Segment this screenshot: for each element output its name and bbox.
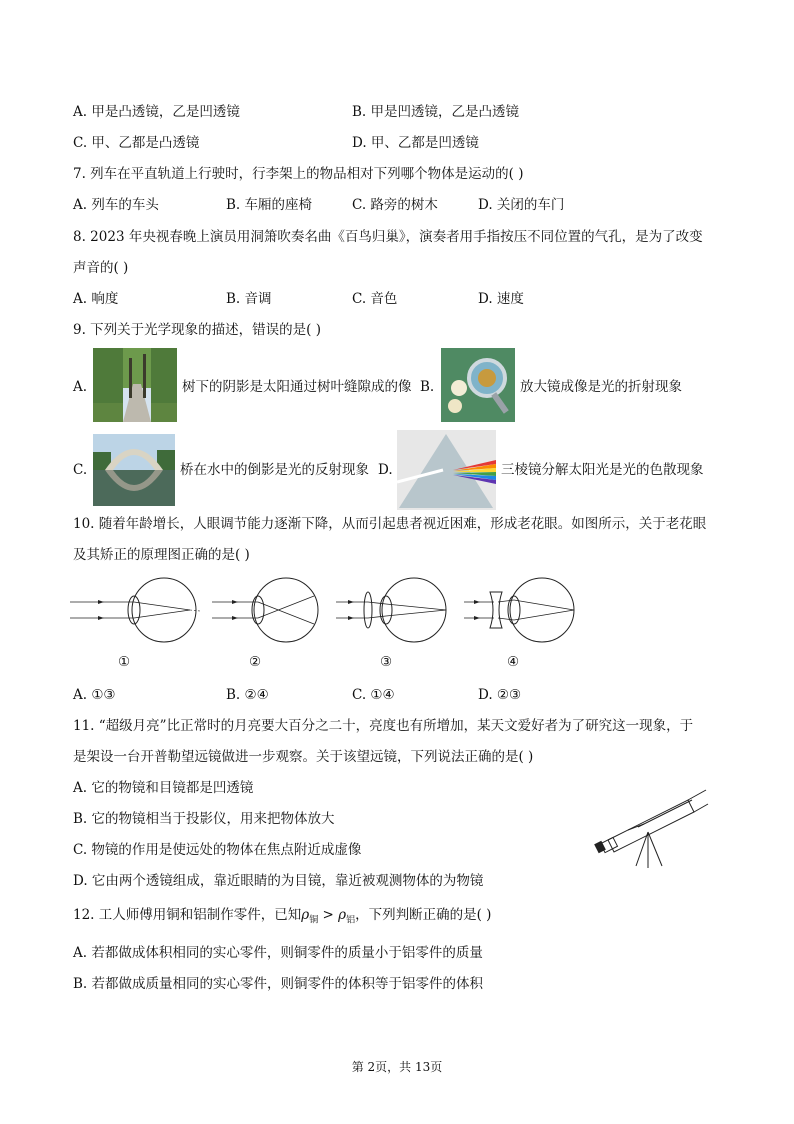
- q6-option-d: D. 甲、乙都是凹透镜: [352, 135, 479, 151]
- eye-diagram-2-label: ②: [249, 654, 262, 670]
- prism-dispersion-photo: [397, 430, 496, 510]
- q6-option-b: B. 甲是凹透镜，乙是凸透镜: [352, 104, 520, 120]
- q8-stem-line1: 8. 2023 年央视春晚上演员用洞箫吹奏名曲《百鸟归巢》，演奏者用手指按压不同位置的气孔，是为了改变: [73, 229, 703, 245]
- q9-option-d-letter: D.: [378, 462, 393, 478]
- q8-option-a: A. 响度: [73, 291, 119, 307]
- q8-stem-line2: 声音的( ): [73, 260, 129, 276]
- q7-option-d: D. 关闭的车门: [478, 197, 565, 213]
- q8-option-d: D. 速度: [478, 291, 524, 307]
- page-footer: 第 2页，共 13页: [351, 1060, 443, 1074]
- q10-option-a: A. ①③: [73, 687, 116, 703]
- q11-option-d: D. 它由两个透镜组成，靠近眼睛的为目镜，靠近被观测物体的为物镜: [73, 873, 484, 889]
- q12-stem: [73, 906, 491, 930]
- q7-option-c: C. 路旁的树木: [352, 197, 438, 213]
- q11-stem-line1: 11. “超级月亮”比正常时的月亮要大百分之二十，亮度也有所增加，某天文爱好者为了研究这一现象，于: [73, 718, 694, 734]
- q9-option-c-letter: C.: [73, 462, 88, 478]
- rho-symbol-2: ρ: [338, 907, 347, 923]
- q9-stem: 9. 下列关于光学现象的描述，错误的是( ): [73, 322, 321, 338]
- rho-aluminum-subscript: 铝: [346, 915, 356, 926]
- q10-option-b: B. ②④: [226, 687, 269, 703]
- q7-stem: 7. 列车在平直轨道上行驶时，行李架上的物品相对下列哪个物体是运动的( ): [73, 166, 524, 182]
- tree-path-photo: [93, 348, 177, 422]
- q9-option-c-text: 桥在水中的倒影是光的反射现象: [180, 462, 369, 478]
- q12-stem-pre: 12. 工人师傅用铜和铝制作零件，已知: [73, 907, 302, 923]
- q6-option-a: A. 甲是凸透镜，乙是凹透镜: [73, 104, 240, 120]
- q11-option-a: A. 它的物镜和目镜都是凹透镜: [73, 780, 254, 796]
- eye-diagram-4-label: ④: [507, 654, 520, 670]
- magnifier-photo: [441, 348, 515, 422]
- eye-diagram-3: [334, 576, 454, 646]
- q11-stem-line2: 是架设一台开普勒望远镜做进一步观察。关于该望远镜，下列说法正确的是( ): [73, 749, 534, 765]
- eye-diagram-1: [68, 576, 208, 646]
- q10-option-c: C. ①④: [352, 687, 395, 703]
- q9-option-a-text: 树下的阴影是太阳通过树叶缝隙成的像: [182, 379, 412, 395]
- greater-than: >: [318, 907, 339, 923]
- q10-stem-line1: 10. 随着年龄增长，人眼调节能力逐渐下降，从而引起患者视近困难，形成老花眼。如图所示，关于老花眼: [73, 516, 707, 532]
- rho-copper-subscript: 铜: [309, 915, 319, 926]
- q9-option-b-text: 放大镜成像是光的折射现象: [520, 379, 682, 395]
- q9-option-b-letter: B.: [420, 379, 435, 395]
- bridge-reflection-photo: [93, 434, 175, 506]
- q9-option-d-text: 三棱镜分解太阳光是光的色散现象: [501, 462, 704, 478]
- q9-option-a-letter: A.: [73, 379, 88, 395]
- eye-diagram-4: [462, 576, 582, 646]
- q12-option-b: B. 若都做成质量相同的实心零件，则铜零件的体积等于铝零件的体积: [73, 976, 484, 992]
- q11-option-c: C. 物镜的作用是使远处的物体在焦点附近成虚像: [73, 842, 362, 858]
- q11-option-b: B. 它的物镜相当于投影仪，用来把物体放大: [73, 811, 335, 827]
- q8-option-c: C. 音色: [352, 291, 398, 307]
- eye-diagram-3-label: ③: [380, 654, 393, 670]
- q7-option-a: A. 列车的车头: [73, 197, 159, 213]
- rho-symbol: ρ: [301, 907, 310, 923]
- q6-option-c: C. 甲、乙都是凸透镜: [73, 135, 200, 151]
- q10-stem-line2: 及其矫正的原理图正确的是( ): [73, 547, 250, 563]
- eye-diagram-2: [210, 576, 330, 646]
- telescope-illustration: [588, 780, 718, 870]
- eye-diagram-1-label: ①: [118, 654, 131, 670]
- q10-option-d: D. ②③: [478, 687, 522, 703]
- q8-option-b: B. 音调: [226, 291, 272, 307]
- q7-option-b: B. 车厢的座椅: [226, 197, 313, 213]
- q12-stem-post: ，下列判断正确的是( ): [355, 907, 492, 923]
- q12-option-a: A. 若都做成体积相同的实心零件，则铜零件的质量小于铝零件的质量: [73, 945, 483, 961]
